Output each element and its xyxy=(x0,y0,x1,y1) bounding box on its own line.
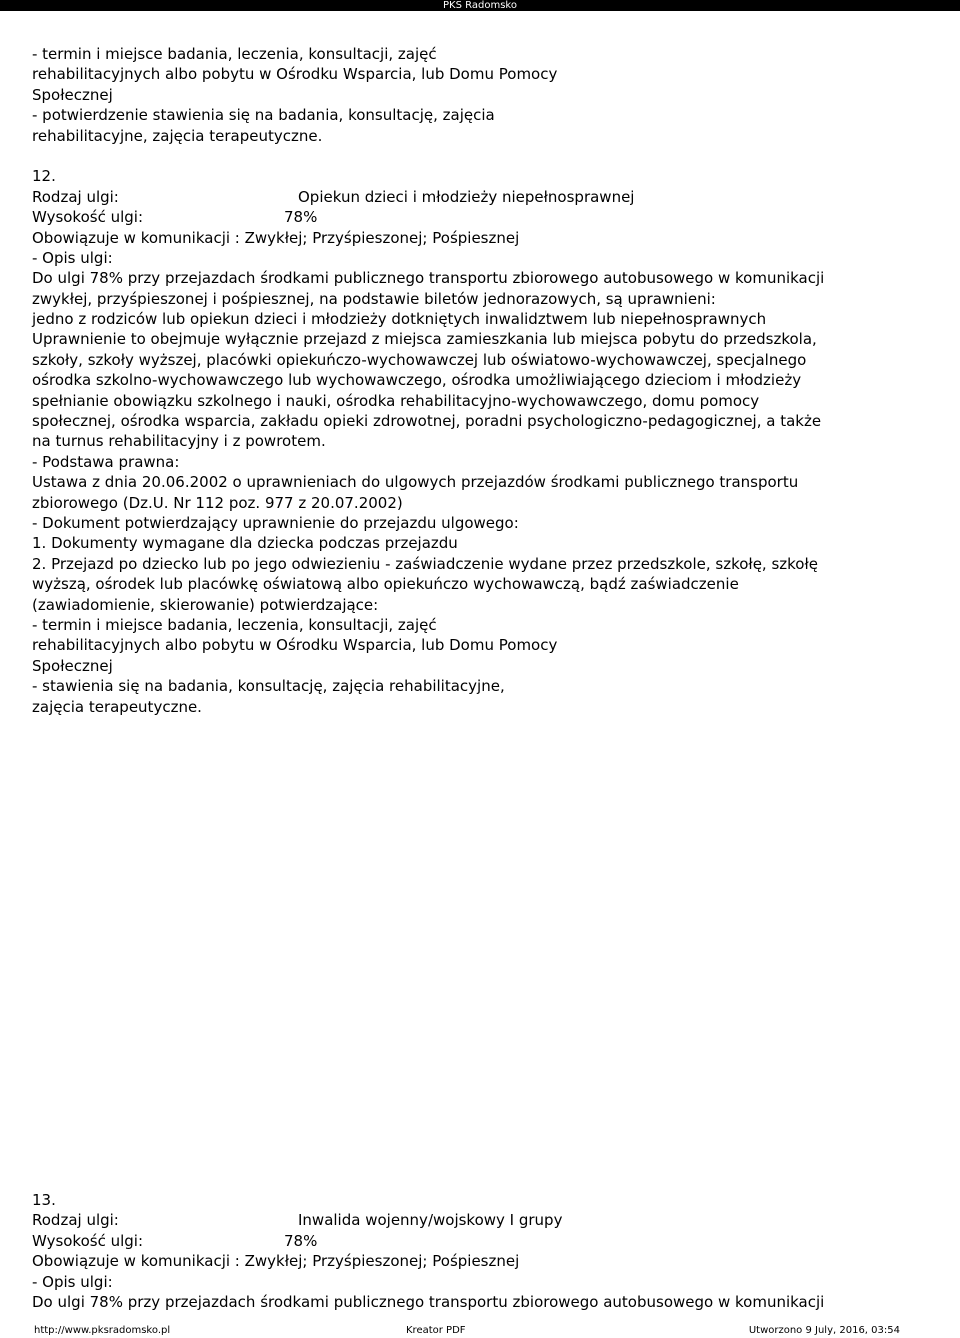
page-header xyxy=(0,0,960,11)
opis-line: społecznej, ośrodka wsparcia, zakładu opieki zdrowotnej, poradni psychologiczno-pedagogicznej, a także xyxy=(32,412,822,431)
dokument-line: - termin i miejsce badania, leczenia, konsultacji, zajęć xyxy=(32,615,437,634)
opis-line: spełnianie obowiązku szkolnego i nauki, ośrodka rehabilitacyjno-wychowawczego, domu pomocy xyxy=(32,391,760,410)
section-number: 13. xyxy=(32,1191,56,1209)
document-body xyxy=(32,44,944,717)
dokument-label: - Dokument potwierdzający uprawnienie do przejazdu ulgowego: xyxy=(32,513,519,532)
podstawa-label: - Podstawa prawna: xyxy=(32,452,180,471)
rodzaj-label: Rodzaj ulgi: xyxy=(32,187,119,206)
obowiazuje-value: Zwykłej; Przyśpieszonej; Pośpiesznej xyxy=(244,1252,520,1271)
text-line: - termin i miejsce badania, leczenia, konsultacji, zajęć xyxy=(32,45,437,63)
footer-creator: Kreator PDF xyxy=(406,1325,466,1336)
dokument-line: Społecznej xyxy=(32,656,113,675)
dokument-line: rehabilitacyjnych albo pobytu w Ośrodku Wsparcia, lub Domu Pomocy xyxy=(32,636,558,655)
opis-line: na turnus rehabilitacyjny i z powrotem. xyxy=(32,432,326,451)
opis-line: zwykłej, przyśpieszonej i pośpiesznej, na podstawie biletów jednorazowych, są uprawnieni: xyxy=(32,289,716,308)
dokument-line: zajęcia terapeutyczne. xyxy=(32,697,202,716)
opis-line: ośrodka szkolno-wychowawczego lub wychowawczego, ośrodka umożliwiającego dzieciom i młodzieży xyxy=(32,371,802,390)
obowiazuje-value: Zwykłej; Przyśpieszonej; Pośpiesznej xyxy=(244,228,520,247)
page-footer xyxy=(34,1325,900,1337)
text-line: rehabilitacyjnych albo pobytu w Ośrodku Wsparcia, lub Domu Pomocy xyxy=(32,65,558,84)
opis-label: - Opis ulgi: xyxy=(32,1272,113,1291)
section-number: 12. xyxy=(32,167,56,186)
obowiazuje-row xyxy=(32,1251,944,1271)
podstawa-line: zbiorowego (Dz.U. Nr 112 poz. 977 z 20.07.2002) xyxy=(32,493,403,512)
wysokosc-row xyxy=(32,1231,944,1251)
dokument-line: (zawiadomienie, skierowanie) potwierdzające: xyxy=(32,595,379,614)
dokument-line: 2. Przejazd po dziecko lub po jego odwiezieniu - zaświadczenie wydane przez przedszkole, szkołę, szkołę xyxy=(32,554,818,573)
opis-line: Uprawnienie to obejmuje wyłącznie przejazd z miejsca zamieszkania lub miejsca pobytu do przedszkola, xyxy=(32,330,817,349)
wysokosc-value: 78% xyxy=(284,208,318,227)
text-line: rehabilitacyjne, zajęcia terapeutyczne. xyxy=(32,126,323,145)
wysokosc-row xyxy=(32,207,944,227)
opis-line: szkoły, szkoły wyższej, placówki opiekuńczo-wychowawczej lub oświatowo-wychowawczej, specjalnego xyxy=(32,350,807,369)
rodzaj-value: Opiekun dzieci i młodzieży niepełnosprawnej xyxy=(298,187,635,206)
podstawa-line: Ustawa z dnia 20.06.2002 o uprawnieniach do ulgowych przejazdów środkami publicznego transportu xyxy=(32,473,799,492)
opis-line: jedno z rodziców lub opiekun dzieci i młodzieży dotkniętych inwalidztwem lub niepełnosprawnych xyxy=(32,310,767,329)
rodzaj-value: Inwalida wojenny/wojskowy I grupy xyxy=(298,1211,563,1230)
wysokosc-value: 78% xyxy=(284,1231,318,1250)
rodzaj-row xyxy=(32,1210,944,1230)
obowiazuje-label: Obowiązuje w komunikacji : xyxy=(32,228,240,247)
obowiazuje-label: Obowiązuje w komunikacji : xyxy=(32,1252,240,1271)
rodzaj-label: Rodzaj ulgi: xyxy=(32,1211,119,1230)
blank-line xyxy=(32,146,944,166)
rodzaj-row xyxy=(32,187,944,207)
opis-line: Do ulgi 78% przy przejazdach środkami publicznego transportu zbiorowego autobusowego w komunikacji xyxy=(32,1292,825,1311)
text-line: - potwierdzenie stawienia się na badania, konsultację, zajęcia xyxy=(32,106,495,125)
opis-line: Do ulgi 78% przy przejazdach środkami publicznego transportu zbiorowego autobusowego w komunikacji xyxy=(32,269,825,288)
dokument-line: - stawienia się na badania, konsultację, zajęcia rehabilitacyjne, xyxy=(32,677,505,696)
header-title: PKS Radomsko xyxy=(443,0,517,11)
section-13 xyxy=(32,1190,944,1312)
dokument-line: 1. Dokumenty wymagane dla dziecka podczas przejazdu xyxy=(32,534,458,553)
text-line: Społecznej xyxy=(32,85,113,104)
wysokosc-label: Wysokość ulgi: xyxy=(32,1231,144,1250)
wysokosc-label: Wysokość ulgi: xyxy=(32,208,144,227)
dokument-line: wyższą, ośrodek lub placówkę oświatową albo opiekuńczo wychowawczą, bądź zaświadczenie xyxy=(32,575,739,594)
footer-created: Utworzono 9 July, 2016, 03:54 xyxy=(748,1325,900,1336)
footer-url-link[interactable]: http://www.pksradomsko.pl xyxy=(34,1325,171,1336)
opis-label: - Opis ulgi: xyxy=(32,248,113,267)
obowiazuje-row xyxy=(32,228,944,248)
